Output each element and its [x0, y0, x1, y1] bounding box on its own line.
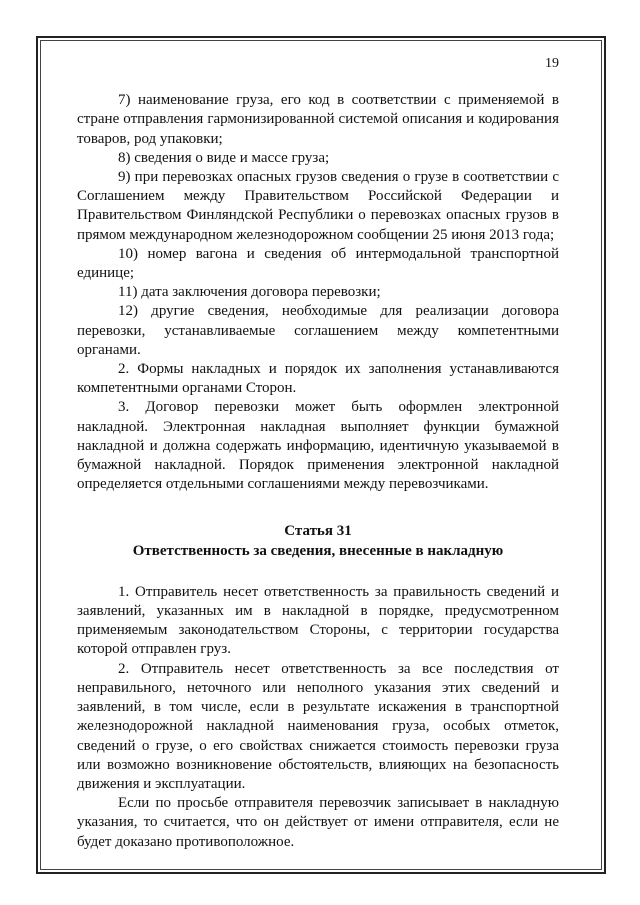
paragraph-item-12: 12) другие сведения, необходимые для реализации договора перевозки, устанавливаемые соглашением между компетентными органами.	[77, 303, 559, 358]
article-paragraph-2: 2. Отправитель несет ответственность за все последствия от неправильного, неточного или неполного указания этих сведений и заявлений, в том числе, если в результате искажения в транспортной железнодорожной накладной наименования груза, особых отметок, сведений о грузе, о его свойствах снижается стоимость перевозки груза или возможно возникновение обстоятельств, влияющих на безопасность движения и эксплуатации.	[77, 660, 559, 792]
paragraph-item-8: 8) сведения о виде и массе груза;	[118, 149, 330, 166]
article-title: Ответственность за сведения, внесенные в накладную	[132, 542, 504, 559]
paragraph-item-7: 7) наименование груза, его код в соответствии с применяемой в стране отправления гармонизированной системой описания и кодирования товаров, род упаковки;	[77, 92, 559, 147]
paragraph-section-3: 3. Договор перевозки может быть оформлен электронной накладной. Электронная накладная выполняет функции бумажной накладной и должна содержать информацию, идентичную указываемой в бумажной накладной. Порядок применения электронной накладной определяется отдельными соглашениями между перевозчиками.	[77, 399, 559, 493]
paragraph-item-9: 9) при перевозках опасных грузов сведения о грузе в соответствии с Соглашением между Правительством Российской Федерации и Правительством Финляндской Республики о перевозках опасных грузов в прямом международном железнодорожном сообщении 25 июня 2013 года;	[77, 169, 559, 243]
paragraph-section-2: 2. Формы накладных и порядок их заполнения устанавливаются компетентными органами Сторон.	[77, 361, 559, 397]
article-number: Статья 31	[284, 523, 352, 540]
article-paragraph-1: 1. Отправитель несет ответственность за правильность сведений и заявлений, указанных им в накладной в порядке, предусмотренном применяемым законодательством Стороны, с территории государства которой отправлен груз.	[77, 583, 559, 658]
document-page	[77, 54, 559, 852]
paragraph-item-10: 10) номер вагона и сведения об интермодальной транспортной единице;	[77, 245, 559, 282]
paragraph-item-11: 11) дата заключения договора перевозки;	[118, 284, 381, 301]
article-paragraph-3: Если по просьбе отправителя перевозчик записывает в накладную указания, то считается, что он действует от имени отправителя, если не будет доказано противоположное.	[77, 795, 559, 850]
page-number: 19	[545, 56, 559, 71]
